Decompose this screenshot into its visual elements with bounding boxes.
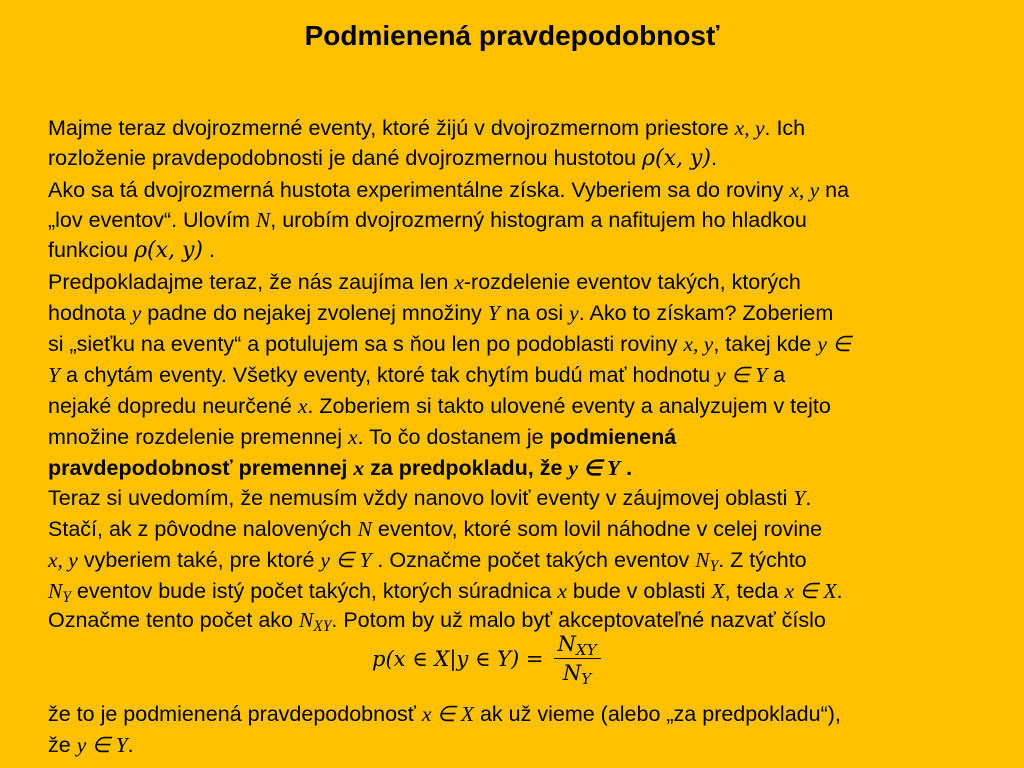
text: Ako sa tá dvojrozmerná hustota experimentálne získa. Vyberiem sa do roviny xyxy=(48,178,790,202)
text: za predpokladu, že xyxy=(364,456,569,480)
math-base: N xyxy=(562,661,582,685)
math-subscript: Y xyxy=(709,557,719,575)
text: „lov eventov“. Ulovím xyxy=(48,208,256,232)
text-line-6 xyxy=(48,270,801,295)
text: . Z týchto xyxy=(718,548,807,572)
text: Majme teraz dvojrozmerné eventy, ktoré žijú v dvojrozmernom priestore xyxy=(48,116,735,140)
text: -rozdelenie eventov takých, ktorých xyxy=(463,270,801,294)
fraction-numerator xyxy=(554,632,601,659)
math: Y xyxy=(793,486,806,510)
math: x xyxy=(454,270,464,294)
text: . xyxy=(202,238,215,262)
math: Y xyxy=(487,301,500,325)
math-subscript: XY xyxy=(313,617,332,635)
math: N xyxy=(357,517,372,541)
text: si „sieťku na eventy“ a potulujem sa s ňou len po podoblasti roviny xyxy=(48,332,684,356)
text: . Zoberiem si takto ulovené eventy a analyzujem v tejto xyxy=(307,394,831,418)
text: funkciou xyxy=(48,238,135,262)
math: X xyxy=(711,579,725,603)
text: Predpokladajme teraz, že nás zaujíma len xyxy=(48,270,455,294)
math: y ∈ Y xyxy=(568,456,621,480)
text-line-14 xyxy=(48,517,822,542)
math: y ∈ Y xyxy=(716,363,768,387)
text: . Potom by už malo byť akceptovateľné nazvať číslo xyxy=(331,608,826,632)
text-line-13 xyxy=(48,486,811,511)
math xyxy=(695,548,719,575)
text: na osi xyxy=(499,301,570,325)
text: eventov, ktoré som lovil náhodne v celej rovine xyxy=(371,517,823,541)
text-line-2 xyxy=(48,146,717,171)
math: y xyxy=(569,301,579,325)
text-line-4 xyxy=(48,208,807,233)
text-line-8 xyxy=(48,332,851,357)
math: x xyxy=(347,425,358,449)
math-base: N xyxy=(695,548,710,572)
math-subscript: Y xyxy=(62,588,71,606)
math xyxy=(298,608,332,635)
text-line-18 xyxy=(48,702,841,727)
text: . Označme počet takých eventov xyxy=(371,548,696,572)
math-base: N xyxy=(48,579,63,603)
text: že to je podmienená pravdepodobnosť xyxy=(48,702,422,726)
text: a chytám eventy. Všetky eventy, ktoré tak chytím budú mať hodnotu xyxy=(59,363,717,387)
text: . xyxy=(836,579,843,603)
math: x xyxy=(557,579,567,603)
math-base: N xyxy=(298,608,314,632)
text: , urobím dvojrozmerný histogram a nafitujem ho hladkou xyxy=(270,208,807,232)
text: na xyxy=(819,178,850,202)
math: y ∈ xyxy=(817,332,851,356)
math: x xyxy=(297,394,308,418)
text-line-16 xyxy=(48,579,843,604)
text: padne do nejakej zvolenej množiny xyxy=(141,301,488,325)
text-line-3 xyxy=(48,178,849,203)
text: , teda xyxy=(724,579,785,603)
text-line-19 xyxy=(48,733,134,758)
text-line-15 xyxy=(48,548,807,573)
text: . Ich xyxy=(764,116,806,140)
text-line-12 xyxy=(48,456,632,481)
math xyxy=(48,579,71,606)
text: vyberiem také, pre ktoré xyxy=(77,548,321,572)
text: . xyxy=(805,486,812,510)
text-line-5 xyxy=(48,238,215,263)
text: . xyxy=(620,456,633,480)
text-line-1 xyxy=(48,116,805,141)
slide-title: Podmienená pravdepodobnosť xyxy=(304,20,720,51)
text: množine rozdelenie premennej xyxy=(48,425,348,449)
text: . Ako to získam? Zoberiem xyxy=(578,301,834,325)
math-base: N xyxy=(557,632,576,656)
bold-text: podmienená xyxy=(549,425,677,449)
math-subscript: Y xyxy=(581,669,592,688)
text: eventov bude istý počet takých, ktorých súradnica xyxy=(70,579,558,603)
text: rozloženie pravdepodobnosti je dané dvojrozmernou hustotou xyxy=(48,146,643,170)
text: Označme tento počet ako xyxy=(48,608,299,632)
text: hodnota xyxy=(48,301,132,325)
math: x xyxy=(353,456,365,480)
math: y ∈ Y xyxy=(76,733,128,757)
fraction-denominator xyxy=(562,659,592,688)
text: že xyxy=(48,733,77,757)
text-line-7 xyxy=(48,301,833,326)
text: ak už vieme (alebo „za predpokladu“), xyxy=(474,702,841,726)
text: . xyxy=(127,733,134,757)
text: Stačí, ak z pôvodne nalovených xyxy=(48,517,358,541)
text-line-17 xyxy=(48,608,826,633)
text: . To čo dostanem je xyxy=(357,425,550,449)
math: y ∈ Y xyxy=(320,548,372,572)
math: y xyxy=(131,301,142,325)
text: Teraz si uvedomím, že nemusím vždy nanovo loviť eventy v záujmovej oblasti xyxy=(48,486,794,510)
formula-fraction xyxy=(554,632,601,688)
math: x, y xyxy=(48,548,78,572)
math: Y xyxy=(48,363,60,387)
math: ρ(x, y) xyxy=(642,146,711,171)
math: x, y xyxy=(734,116,765,140)
math: x ∈ X xyxy=(421,702,474,726)
math: N xyxy=(255,208,271,232)
text: bude v oblasti xyxy=(566,579,712,603)
text: , takej kde xyxy=(713,332,818,356)
math: x ∈ X xyxy=(784,579,837,603)
text: . xyxy=(710,146,717,170)
math: x, y xyxy=(683,332,714,356)
text-line-9 xyxy=(48,363,785,388)
text: nejaké dopredu neurčené xyxy=(48,394,298,418)
formula-lhs: p(x ∈ X|y ∈ Y) = xyxy=(372,646,544,671)
conditional-probability-formula xyxy=(372,632,601,688)
text-line-11 xyxy=(48,425,676,450)
text-line-10 xyxy=(48,394,831,419)
math-subscript: XY xyxy=(575,640,597,659)
text: a xyxy=(767,363,786,387)
math: ρ(x, y) xyxy=(134,238,203,263)
text: pravdepodobnosť premennej xyxy=(48,456,354,480)
math: x, y xyxy=(789,178,820,202)
